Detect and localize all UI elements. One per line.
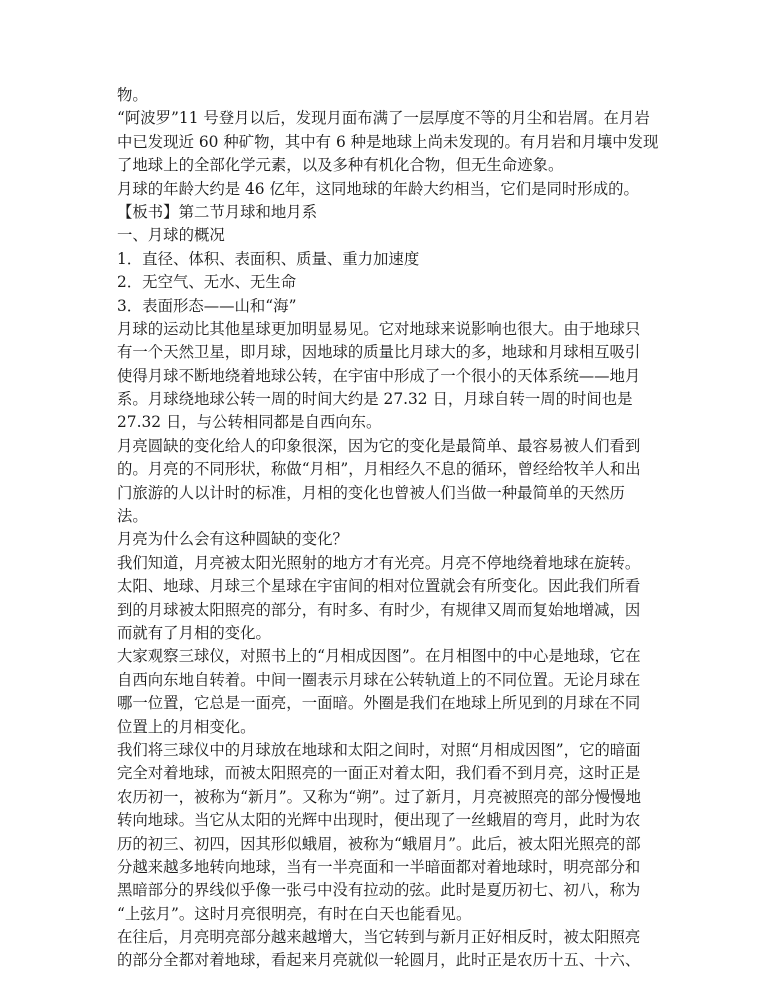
text-line: 太阳、地球、月球三个星球在宇宙间的相对位置就会有所变化。因此我们所看 bbox=[117, 577, 641, 596]
text-line: 我们将三球仪中的月球放在地球和太阳之间时，对照“月相成因图”，它的暗面 bbox=[117, 740, 641, 759]
text-line: 转向地球。当它从太阳的光辉中出现时，便出现了一丝蛾眉的弯月，此时为农 bbox=[117, 811, 641, 830]
text-line: 月亮圆缺的变化给人的印象很深，因为它的变化是最简单、最容易被人们看到 bbox=[117, 436, 641, 455]
text-line: 月球的年龄大约是 46 亿年，这同地球的年龄大约相当，它们是同时形成的。 bbox=[117, 179, 639, 198]
text-line: 黑暗部分的界线似乎像一张弓中没有拉动的弦。此时是夏历初七、初八，称为 bbox=[117, 881, 641, 900]
text-line: 到的月球被太阳照亮的部分，有时多、有时少，有规律又周而复始地增减，因 bbox=[117, 600, 641, 619]
text-line: 大家观察三球仪，对照书上的“月相成因图”。在月相图中的中心是地球，它在 bbox=[117, 647, 641, 666]
text-line: 我们知道，月亮被太阳光照射的地方才有光亮。月亮不停地绕着地球在旋转。 bbox=[117, 553, 641, 572]
text-line: 了地球上的全部化学元素，以及多种有机化合物，但无生命迹象。 bbox=[117, 156, 564, 175]
text-line: 门旅游的人以计时的标准，月相的变化也曾被人们当做一种最简单的天然历 bbox=[117, 483, 625, 502]
text-line: 农历初一，被称为“新月”。又称为“朔”。过了新月，月亮被照亮的部分慢慢地 bbox=[117, 787, 641, 806]
text-line: 自西向东地自转着。中间一圈表示月球在公转轨道上的不同位置。无论月球在 bbox=[117, 670, 641, 689]
text-line: 中已发现近 60 种矿物，其中有 6 种是地球上尚未发现的。有月岩和月壤中发现 bbox=[117, 132, 659, 151]
list-item: 3．表面形态——山和“海” bbox=[117, 296, 297, 315]
subsection-heading: 一、月球的概况 bbox=[117, 226, 225, 245]
text-line: 物。 bbox=[117, 86, 148, 104]
text-line: 分越来越多地转向地球，当有一半亮面和一半暗面都对着地球时，明亮部分和 bbox=[117, 857, 641, 876]
text-line: 系。月球绕地球公转一周的时间大约是 27.32 日，月球自转一周的时间也是 bbox=[117, 390, 633, 409]
text-line: 完全对着地球，而被太阳照亮的一面正对着太阳，我们看不到月亮，这时正是 bbox=[117, 764, 641, 783]
document-page bbox=[117, 84, 659, 973]
text-line: 的部分全都对着地球，看起来月亮就似一轮圆月，此时正是农历十五、十六、 bbox=[117, 951, 641, 970]
text-line: 月球的运动比其他星球更加明显易见。它对地球来说影响也很大。由于地球只 bbox=[117, 319, 641, 338]
text-line: “上弦月”。这时月亮很明亮，有时在白天也能看见。 bbox=[117, 904, 472, 923]
text-line: 在往后，月亮明亮部分越来越增大，当它转到与新月正好相反时，被太阳照亮 bbox=[117, 928, 641, 947]
text-line: 位置上的月相变化。 bbox=[117, 717, 256, 736]
section-heading: 【板书】第二节月球和地月系 bbox=[117, 202, 318, 221]
text-line: 哪一位置，它总是一面亮，一面暗。外圈是我们在地球上所见到的月球在不同 bbox=[117, 694, 641, 713]
list-item: 1．直径、体积、表面积、质量、重力加速度 bbox=[117, 249, 420, 268]
text-line: 的。月亮的不同形状，称做“月相”，月相经久不息的循环，曾经给牧羊人和出 bbox=[117, 460, 641, 479]
list-item: 2．无空气、无水、无生命 bbox=[117, 273, 297, 292]
text-line: 月亮为什么会有这种圆缺的变化？ bbox=[117, 530, 348, 549]
text-line: 历的初三、初四，因其形似蛾眉，被称为“蛾眉月”。此后，被太阳光照亮的部 bbox=[117, 834, 641, 853]
text-line: 而就有了月相的变化。 bbox=[117, 623, 271, 642]
text-line: 有一个天然卫星，即月球，因地球的质量比月球大的多，地球和月球相互吸引 bbox=[117, 343, 641, 362]
text-line: 使得月球不断地绕着地球公转，在宇宙中形成了一个很小的天体系统——地月 bbox=[117, 366, 641, 385]
text-line: 法。 bbox=[117, 507, 148, 526]
text-line: 27.32 日，与公转相同都是自西向东。 bbox=[117, 413, 382, 432]
text-line: “阿波罗”11 号登月以后，发现月面布满了一层厚度不等的月尘和岩屑。在月岩 bbox=[117, 109, 650, 128]
